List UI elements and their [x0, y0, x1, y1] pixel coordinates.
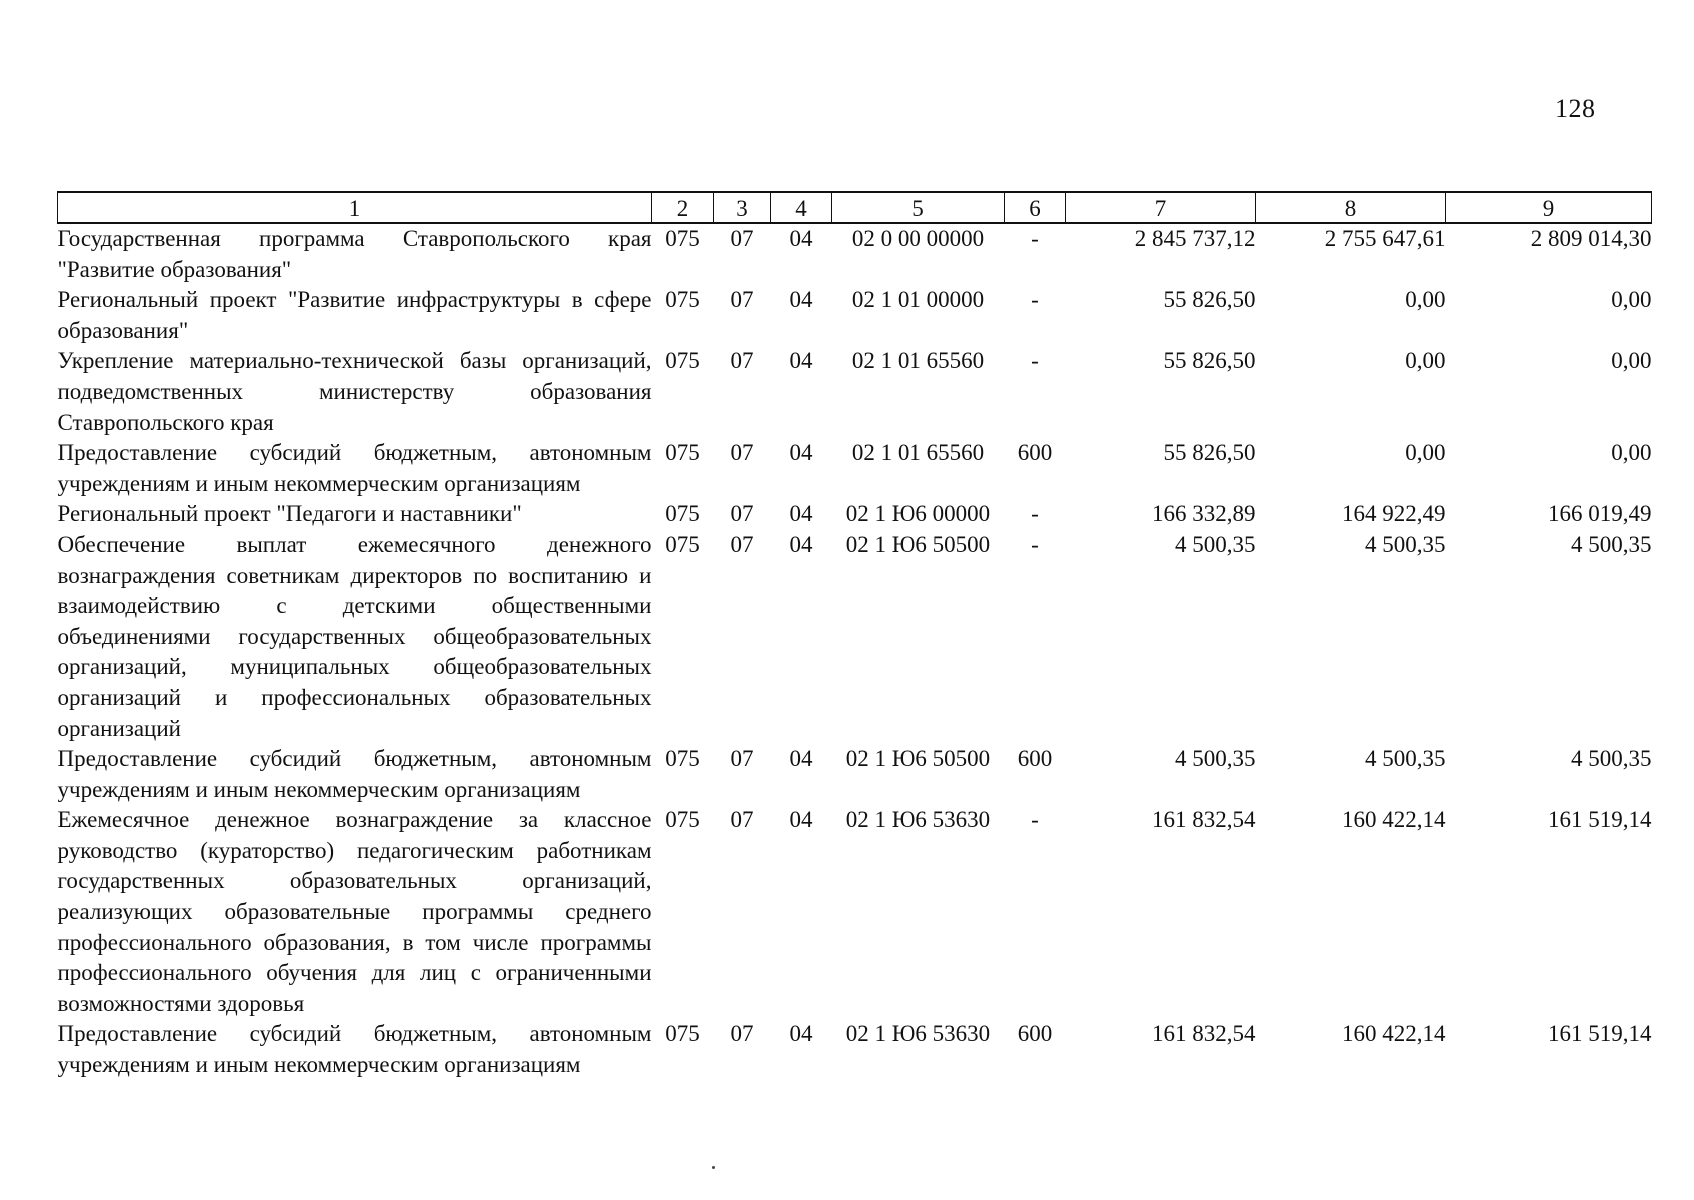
budget-table — [57, 191, 1652, 1081]
table-row — [58, 744, 1652, 805]
cell-expense-type: 600 — [1017, 746, 1053, 772]
row-name: Региональный проект "Развитие инфраструктуры в сфере образования" — [57, 287, 652, 343]
cell-target: 02 1 Ю6 53630 — [845, 807, 991, 833]
cell-expense-type: 600 — [1017, 1021, 1053, 1047]
page-number: 128 — [1555, 94, 1596, 123]
row-name: Укрепление материально-технической базы организаций, подведомственных министерству образования Ставропольского края — [57, 348, 652, 435]
scan-speck — [712, 1166, 715, 1169]
table-row — [58, 530, 1652, 744]
cell-ministry: 075 — [665, 440, 700, 466]
table-row — [58, 346, 1652, 438]
cell-subsection: 04 — [789, 501, 813, 527]
column-header: 1 — [58, 192, 652, 223]
cell-amount-9: 166 019,49 — [1548, 501, 1652, 527]
cell-target: 02 1 01 65560 — [851, 440, 985, 466]
cell-subsection: 04 — [789, 226, 813, 251]
cell-expense-type: - — [1031, 807, 1039, 833]
cell-amount-9: 0,00 — [1611, 287, 1652, 313]
cell-ministry: 075 — [665, 531, 700, 557]
cell-section: 07 — [730, 226, 754, 251]
cell-section: 07 — [730, 501, 754, 527]
cell-amount-8: 164 922,49 — [1342, 501, 1446, 527]
cell-expense-type: - — [1031, 226, 1039, 251]
cell-section: 07 — [730, 807, 754, 833]
cell-amount-8: 2 755 647,61 — [1324, 226, 1446, 251]
column-header: 5 — [832, 192, 1005, 223]
cell-amount-9: 4 500,35 — [1571, 531, 1652, 557]
cell-ministry: 075 — [665, 226, 700, 251]
cell-amount-9: 4 500,35 — [1571, 746, 1652, 772]
cell-section: 07 — [730, 531, 754, 557]
cell-expense-type: 600 — [1017, 440, 1053, 466]
column-header: 4 — [771, 192, 832, 223]
cell-expense-type: - — [1031, 531, 1039, 557]
cell-amount-7: 4 500,35 — [1175, 746, 1256, 772]
cell-target: 02 1 01 65560 — [851, 348, 985, 374]
column-header: 7 — [1066, 192, 1256, 223]
table-row — [58, 438, 1652, 499]
cell-ministry: 075 — [665, 746, 700, 772]
cell-subsection: 04 — [789, 287, 813, 313]
cell-amount-7: 55 826,50 — [1163, 348, 1256, 374]
row-name: Региональный проект "Педагоги и наставники" — [57, 501, 522, 527]
cell-amount-7: 161 832,54 — [1152, 807, 1256, 833]
table-row — [58, 499, 1652, 530]
cell-section: 07 — [730, 348, 754, 374]
cell-amount-8: 160 422,14 — [1342, 807, 1446, 833]
cell-subsection: 04 — [789, 807, 813, 833]
table-row — [58, 1019, 1652, 1080]
row-name: Предоставление субсидий бюджетным, автономным учреждениям и иным некоммерческим организациям — [57, 440, 652, 496]
cell-amount-7: 55 826,50 — [1163, 287, 1256, 313]
cell-subsection: 04 — [789, 1021, 813, 1047]
column-header: 3 — [714, 192, 771, 223]
cell-amount-8: 0,00 — [1405, 348, 1446, 374]
cell-subsection: 04 — [789, 348, 813, 374]
cell-expense-type: - — [1031, 501, 1039, 527]
table-row — [58, 223, 1652, 285]
cell-target: 02 1 Ю6 53630 — [845, 1021, 991, 1047]
cell-target: 02 0 00 00000 — [851, 226, 985, 251]
cell-amount-7: 166 332,89 — [1152, 501, 1256, 527]
row-name: Ежемесячное денежное вознаграждение за классное руководство (кураторство) педагогическим работникам государственных образовательных организаций, реализующих образовательные программы среднего профессионального образования, в том числе программы профессионального обучения для лиц с ограниченными возможностями здоровья — [57, 807, 652, 1016]
cell-target: 02 1 Ю6 50500 — [845, 531, 991, 557]
cell-amount-7: 4 500,35 — [1175, 531, 1256, 557]
cell-amount-8: 0,00 — [1405, 287, 1446, 313]
column-header: 2 — [652, 192, 714, 223]
cell-target: 02 1 Ю6 50500 — [845, 746, 991, 772]
table-row — [58, 805, 1652, 1019]
row-name: Государственная программа Ставропольского края "Развитие образования" — [57, 226, 652, 282]
column-header: 9 — [1446, 192, 1652, 223]
cell-ministry: 075 — [665, 287, 700, 313]
cell-amount-9: 2 809 014,30 — [1530, 226, 1652, 251]
cell-ministry: 075 — [665, 501, 700, 527]
header-row — [58, 192, 1652, 223]
cell-ministry: 075 — [665, 1021, 700, 1047]
cell-amount-8: 160 422,14 — [1342, 1021, 1446, 1047]
cell-amount-7: 2 845 737,12 — [1134, 226, 1256, 251]
cell-ministry: 075 — [665, 807, 700, 833]
cell-amount-9: 0,00 — [1611, 348, 1652, 374]
row-name: Предоставление субсидий бюджетным, автономным учреждениям и иным некоммерческим организациям — [57, 746, 652, 802]
cell-ministry: 075 — [665, 348, 700, 374]
cell-amount-8: 4 500,35 — [1365, 746, 1446, 772]
cell-section: 07 — [730, 1021, 754, 1047]
row-name: Предоставление субсидий бюджетным, автономным учреждениям и иным некоммерческим организациям — [57, 1021, 652, 1078]
cell-amount-8: 4 500,35 — [1365, 531, 1446, 557]
cell-amount-7: 55 826,50 — [1163, 440, 1256, 466]
cell-amount-9: 161 519,14 — [1548, 807, 1652, 833]
cell-amount-9: 161 519,14 — [1548, 1021, 1652, 1047]
cell-amount-7: 161 832,54 — [1152, 1021, 1256, 1047]
cell-section: 07 — [730, 746, 754, 772]
cell-amount-8: 0,00 — [1405, 440, 1446, 466]
row-name: Обеспечение выплат ежемесячного денежного вознаграждения советникам директоров по воспитанию и взаимодействию с детскими общественными объединениями государственных общеобразовательных организаций, муниципальных общеобразовательных организаций и профессиональных образовательных организаций — [57, 531, 652, 741]
cell-amount-9: 0,00 — [1611, 440, 1652, 466]
table-row — [58, 285, 1652, 346]
cell-subsection: 04 — [789, 531, 813, 557]
cell-section: 07 — [730, 440, 754, 466]
cell-expense-type: - — [1031, 348, 1039, 374]
cell-target: 02 1 01 00000 — [851, 287, 985, 313]
cell-target: 02 1 Ю6 00000 — [845, 501, 991, 527]
cell-expense-type: - — [1031, 287, 1039, 313]
cell-section: 07 — [730, 287, 754, 313]
cell-subsection: 04 — [789, 440, 813, 466]
cell-subsection: 04 — [789, 746, 813, 772]
column-header: 6 — [1005, 192, 1066, 223]
column-header: 8 — [1256, 192, 1446, 223]
